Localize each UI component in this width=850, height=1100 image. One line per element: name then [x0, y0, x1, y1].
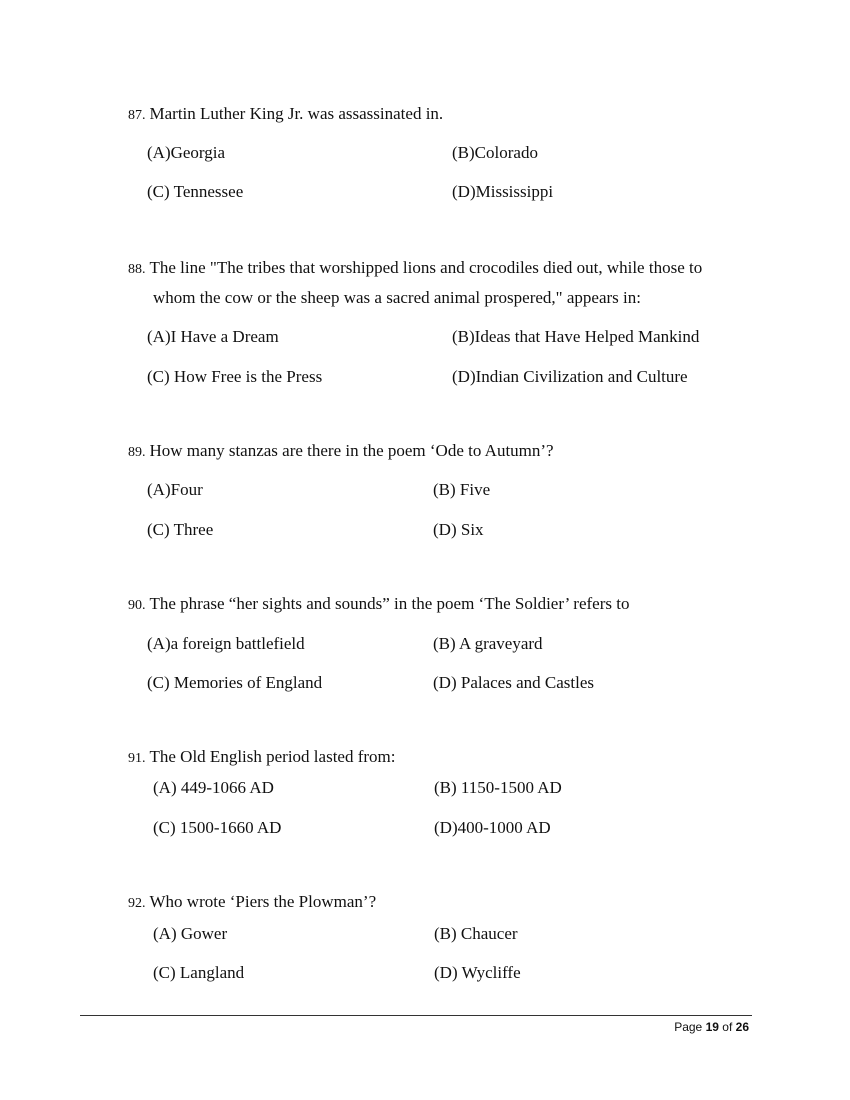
option-b [433, 634, 543, 654]
option-b [433, 480, 490, 500]
option-a [147, 327, 279, 347]
option-label: (B) [452, 143, 475, 162]
option-text: 1150-1500 AD [460, 778, 562, 797]
option-text: Chaucer [460, 924, 518, 943]
option-text: Georgia [170, 143, 226, 162]
option-text: Wycliffe [461, 963, 521, 982]
option-a [153, 924, 227, 944]
question-text [128, 104, 443, 126]
option-text: 400-1000 AD [457, 818, 551, 837]
option-label: (D) [434, 963, 458, 982]
option-a [153, 778, 274, 798]
option-text: Gower [180, 924, 228, 943]
option-d [433, 673, 594, 693]
option-text: Mississippi [475, 182, 554, 201]
option-d [434, 818, 551, 838]
option-label: (C) [153, 963, 176, 982]
question-text [128, 892, 376, 914]
option-text: Six [460, 520, 484, 539]
option-c [153, 818, 281, 838]
option-text: How Free is the Press [173, 367, 323, 386]
option-label: (A) [153, 924, 177, 943]
option-label: (D) [452, 182, 476, 201]
option-a [147, 480, 203, 500]
question-text [128, 594, 629, 616]
option-text: Three [173, 520, 214, 539]
option-label: (B) [452, 327, 475, 346]
question-number: 91. [128, 751, 146, 766]
option-label: (D) [433, 673, 457, 692]
option-d [434, 963, 521, 983]
option-label: (C) [147, 367, 170, 386]
option-label: (C) [147, 673, 170, 692]
question-line: How many stanzas are there in the poem ‘Ode to Autumn’? [149, 441, 554, 460]
option-label: (A) [147, 327, 171, 346]
option-c [147, 367, 322, 387]
option-label: (D) [433, 520, 457, 539]
total-pages: 26 [735, 1020, 749, 1034]
option-label: (B) [434, 778, 457, 797]
option-text: I Have a Dream [170, 327, 279, 346]
page-footer [674, 1020, 749, 1034]
page-word: Page [674, 1020, 703, 1034]
question-number: 88. [128, 262, 146, 277]
question-text [128, 747, 395, 769]
option-b [452, 327, 699, 347]
option-d [433, 520, 484, 540]
question-line: The phrase “her sights and sounds” in the poem ‘The Soldier’ refers to [149, 594, 630, 613]
option-text: Four [170, 480, 203, 499]
question-line: whom the cow or the sheep was a sacred animal prospered," appears in: [153, 288, 641, 307]
question-text [128, 258, 702, 280]
question-text [128, 441, 554, 463]
option-b [452, 143, 538, 163]
option-text: Colorado [474, 143, 538, 162]
question-line: The line "The tribes that worshipped lions and crocodiles died out, while those to [149, 258, 703, 277]
option-label: (B) [434, 924, 457, 943]
question-line: The Old English period lasted from: [149, 747, 396, 766]
option-label: (A) [147, 480, 171, 499]
option-label: (A) [147, 143, 171, 162]
option-label: (C) [147, 182, 170, 201]
option-label: (D) [434, 818, 458, 837]
of-word: of [722, 1020, 733, 1034]
option-label: (A) [147, 634, 171, 653]
option-text: Langland [179, 963, 245, 982]
option-text: Tennessee [173, 182, 244, 201]
question-number: 87. [128, 108, 146, 123]
option-label: (D) [452, 367, 476, 386]
option-b [434, 778, 562, 798]
option-d [452, 182, 553, 202]
current-page: 19 [705, 1020, 719, 1034]
option-text: 449-1066 AD [180, 778, 274, 797]
option-text: A graveyard [458, 634, 543, 653]
option-label: (B) [433, 634, 456, 653]
option-text: Memories of England [173, 673, 323, 692]
question-number: 90. [128, 598, 146, 613]
option-c [147, 182, 243, 202]
option-text: Ideas that Have Helped Mankind [474, 327, 700, 346]
option-c [147, 673, 322, 693]
option-a [147, 634, 305, 654]
option-d [452, 367, 688, 387]
option-c [147, 520, 213, 540]
option-text: Indian Civilization and Culture [475, 367, 688, 386]
option-b [434, 924, 518, 944]
option-label: (C) [147, 520, 170, 539]
option-label: (C) [153, 818, 176, 837]
footer-divider [80, 1015, 752, 1016]
question-number: 89. [128, 445, 146, 460]
question-line: Martin Luther King Jr. was assassinated in. [149, 104, 444, 123]
option-label: (B) [433, 480, 456, 499]
option-text: Five [459, 480, 491, 499]
option-text: 1500-1660 AD [179, 818, 282, 837]
question-number: 92. [128, 896, 146, 911]
option-text: a foreign battlefield [170, 634, 305, 653]
option-label: (A) [153, 778, 177, 797]
question-line: Who wrote ‘Piers the Plowman’? [149, 892, 377, 911]
option-c [153, 963, 244, 983]
option-a [147, 143, 225, 163]
option-text: Palaces and Castles [460, 673, 594, 692]
